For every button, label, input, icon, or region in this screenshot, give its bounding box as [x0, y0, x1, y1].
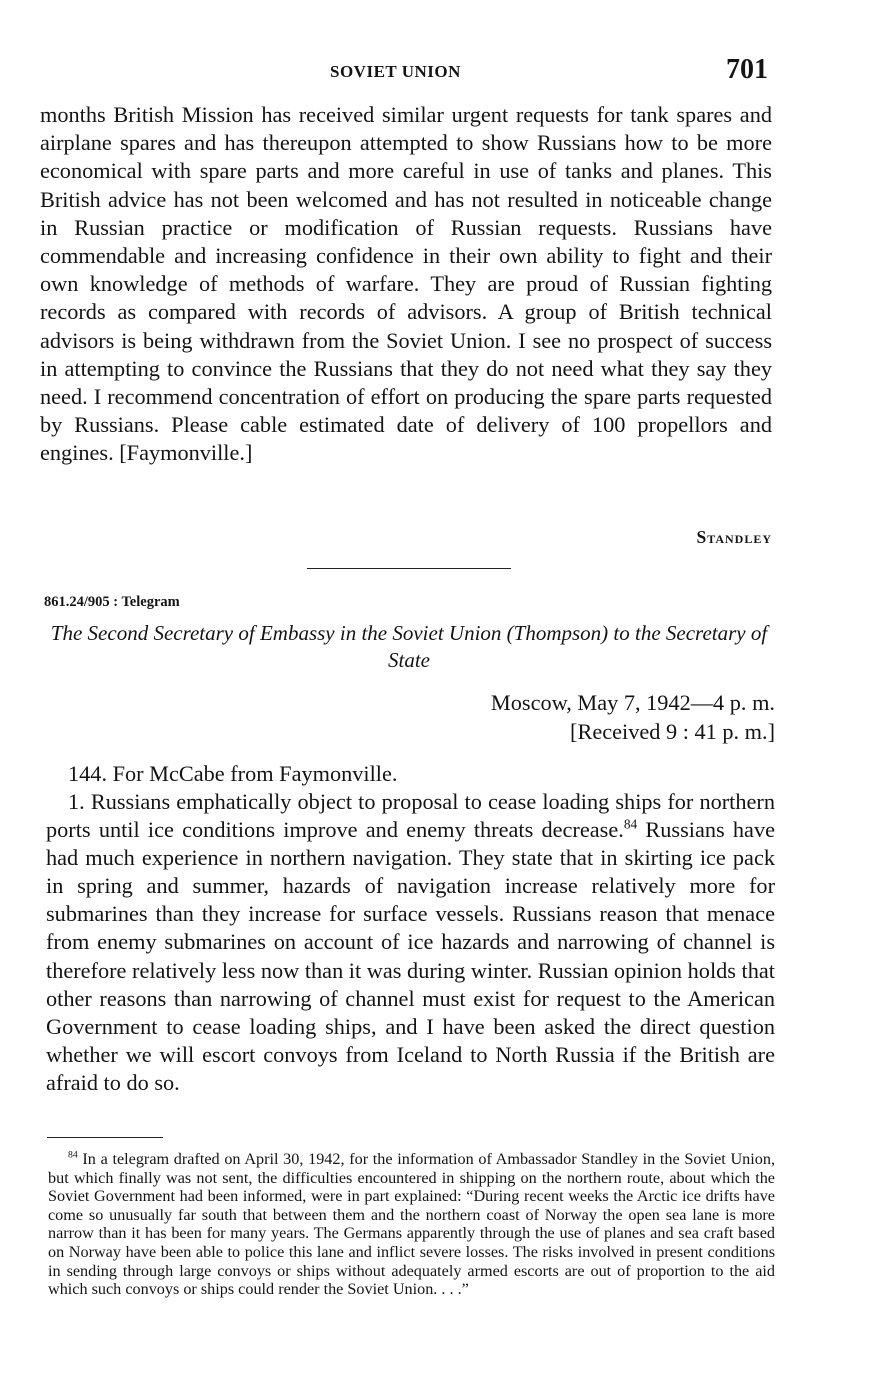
footnote-reference: 84: [623, 816, 638, 832]
letter-body: months British Mission has received similar urgent requests for tank spares and airplane spares and has thereupon attempted to show Russians how to be more economical with spare parts and more careful in use of tanks and planes. This British advice has not been welcomed and has not resulted in noticeable change in Russian practice or modification of Russian requests. Russians have commendable and increasing confidence in their own ability to fight and their own knowledge of methods of warfare. They are proud of Russian fighting records as compared with records of advisors. A group of British technical advisors is being withdrawn from the Soviet Union. I see no prospect of success in attempting to convince the Russians that they do not need what they say they need. I recommend concentration of effort on producing the spare parts requested by Russians. Please cable estimated date of delivery of 100 propellors and engines. [Faymonville.]: [40, 102, 772, 466]
signature: Standley: [696, 527, 772, 547]
footnote-marker: 84: [68, 1149, 78, 1161]
message-intro: 144. For McCabe from Faymonville.: [68, 761, 398, 786]
received-line: [Received 9 : 41 p. m.]: [570, 718, 775, 744]
running-title: SOVIET UNION: [330, 62, 461, 81]
file-reference: 861.24/905 : Telegram: [44, 594, 180, 610]
section-divider: [307, 568, 511, 569]
running-head: [0, 54, 875, 88]
telegram-paragraph-start: 1. Russians emphatically object to proposal to cease loading ships for northern ports until ice conditions improve and enemy threats decrease.: [46, 789, 775, 843]
footnote: [48, 1150, 775, 1299]
page-number: 701: [726, 54, 768, 85]
telegram-paragraph-rest: Russians have had much experience in northern navigation. They state that in skirting ice pack in spring and summer, hazards of navigation increase relatively more for submarines than they increase for surface vessels. Russians reason that menace from enemy submarines on account of ice hazards and narrowing of channel is therefore relatively less now than it was during winter. Russian opinion holds that other reasons than narrowing of channel must exist for request to the American Government to cease loading ships, and I have been asked the direct question whether we will escort convoys from Iceland to North Russia if the British are afraid to do so.: [46, 817, 775, 1095]
dateline: [491, 689, 775, 746]
footnote-text: In a telegram drafted on April 30, 1942, for the information of Ambassador Standley in the Soviet Union, but which finally was not sent, the difficulties encountered in shipping on the northern route, about which the Soviet Government had been informed, were in part explained: “During recent weeks the Arctic ice drifts have come so unusually far south that between them and the northern coast of Norway the open sea lane is more narrow than it has been for many years. The Germans apparently through the use of planes and sea craft based on Norway have been able to police this lane and inflict severe losses. The risks involved in present conditions in sending through large convoys or ships without adequately armed escorts are out of proportion to the aid which such convoys or ships could render the Soviet Union. . . .”: [48, 1150, 775, 1299]
document-title: The Second Secretary of Embassy in the Soviet Union (Thompson) to the Secretary of State: [50, 621, 768, 672]
footnote-divider: [47, 1137, 163, 1138]
telegram-paragraph: [46, 788, 775, 1097]
date-line: Moscow, May 7, 1942—4 p. m.: [490, 690, 775, 715]
